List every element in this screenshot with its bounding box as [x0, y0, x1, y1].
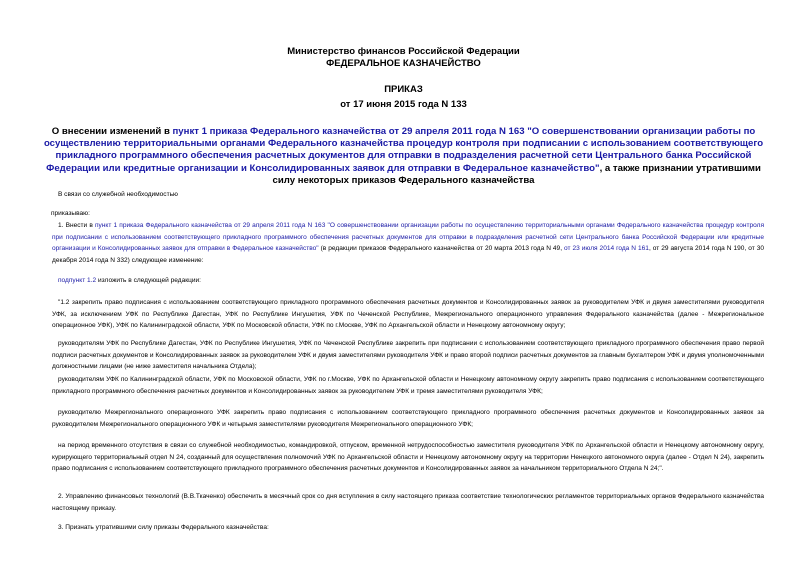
p1-text-a: 1. Внести в	[58, 222, 95, 229]
document-title	[40, 126, 767, 187]
quote-paragraph-4: руководителю Межрегионального операционного УФК закрепить право подписания с использованием соответствующего прикладного программного обеспечения расчетных документов и Консолидированных заявок за руководителем Межрегионального операционного УФК и четырьмя заместителями руководителя Межрегионального операционного УФК;	[52, 409, 764, 428]
title-text-start: О внесении изменений в	[51, 126, 173, 137]
ministry-name: Министерство финансов Российской Федерации	[287, 46, 520, 57]
quote-paragraph-5: на период временного отсутствия в связи со служебной необходимостью, командировкой, отпуском, временной нетрудоспособностью заместителя руководителя УФК по Архангельской области и Ненецкому автономному округу, курирующего территориальный отдел N 24, созданный для осуществления полномочий УФК по Архангельской области и Ненецкому автономному округу на территории Ненецкого автономного округа (далее - Отдел N 24), закрепить право подписания с использованием соответствующего прикладного программного обеспечения расчетных документов и Консолидированных заявок за начальником территориального Отдела N 24;".	[52, 442, 764, 472]
paragraph-3: 3. Признать утратившими силу приказы Федерального казначейства:	[58, 524, 269, 531]
document-date: от 17 июня 2015 года N 133	[340, 99, 467, 110]
subpoint-1-2-link[interactable]: подпункт 1.2	[58, 277, 97, 284]
title-text-end: , а также признании утратившими силу некоторых приказов Федерального казначейства	[272, 162, 761, 186]
title-link-order-163[interactable]: пункт 1 приказа Федерального казначейства от 29 апреля 2011 года N 163 "О совершенствовании организации работы по осуществлению территориальными органами Федерального казначейства процедур контроля при подписании с использованием соответствующего прикладного программного обеспечения расчетных документов для отправки в подразделения расчетной сети Центрального банка Российской Федерации или кредитные организации и Консолидированных заявок для отправки в Федеральное казначейство"	[43, 126, 764, 174]
paragraph-subpoint	[52, 275, 764, 287]
document-type: ПРИКАЗ	[384, 84, 423, 95]
paragraph-order: приказываю:	[51, 210, 90, 217]
p1-text-c: , от 29 августа 2014 года N 190, от 30 декабря 2014 года N 332) следующее изменение:	[52, 245, 765, 264]
quote-paragraph-2: руководителям УФК по Республике Дагестан, УФК по Республике Ингушетия, УФК по Чеченской Республике закрепить при подписании с использованием соответствующего прикладного программного обеспечения право первой подписи расчетных документов и Консолидированных заявок за руководителем УФК и двумя заместителями руководителя УФК и право второй подписи расчетных документов за главным бухгалтером УФК и двумя уполномоченными должностными лицами (не ниже заместителя начальника Отдела);	[52, 340, 764, 370]
p1-text-b: (в редакции приказов Федерального казначейства от 20 марта 2013 года N 49,	[318, 245, 565, 252]
agency-name: ФЕДЕРАЛЬНОЕ КАЗНАЧЕЙСТВО	[326, 58, 481, 69]
paragraph-1	[52, 220, 764, 266]
quote-paragraph-3: руководителям УФК по Калининградской области, УФК по Московской области, УФК по г.Москве, УФК по Архангельской области и Ненецкому автономному округу закрепить право подписания с использованием соответствующего прикладного программного обеспечения расчетных документов и Консолидированных заявок за руководителем УФК и тремя заместителями руководителя УФК;	[52, 376, 764, 395]
paragraph-2: 2. Управлению финансовых технологий (В.В.Ткаченко) обеспечить в месячный срок со дня вступления в силу настоящего приказа соответствие технологических регламентов территориальных органов Федерального казначейства настоящему приказу.	[52, 493, 764, 512]
paragraph-need: В связи со служебной необходимостью	[58, 191, 178, 198]
subpoint-rest: изложить в следующей редакции:	[96, 277, 201, 284]
quote-paragraph-1: "1.2 закрепить право подписания с использованием соответствующего прикладного программного обеспечения расчетных документов и Консолидированных заявок за руководителем УФК и двумя заместителями руководителя УФК, за исключением УФК по Республике Дагестан, УФК по Республике Ингушетия, УФК по Чеченской Республике, Межрегионального операционного управления Федерального казначейства (далее - Межрегиональное операционное УФК), УФК по Калининградской области, УФК по Московской области, УФК по г.Москве, УФК по Архангельской области и Ненецкому автономному округу;	[52, 299, 764, 329]
p1-link-order-161[interactable]: от 23 июля 2014 года N 161	[564, 245, 649, 252]
p1-link-order-163[interactable]: пункт 1 приказа Федерального казначейства от 29 апреля 2011 года N 163 "О совершенствовании организации работы по осуществлению территориальными органами Федерального казначейства процедур контроля при подписании с использованием соответствующего прикладного программного обеспечения расчетных документов для отправки в подразделения расчетной сети Центрального банка Российской Федерации или кредитные организации и Консолидированных заявок для отправки в Федеральное казначейство"	[52, 222, 764, 252]
